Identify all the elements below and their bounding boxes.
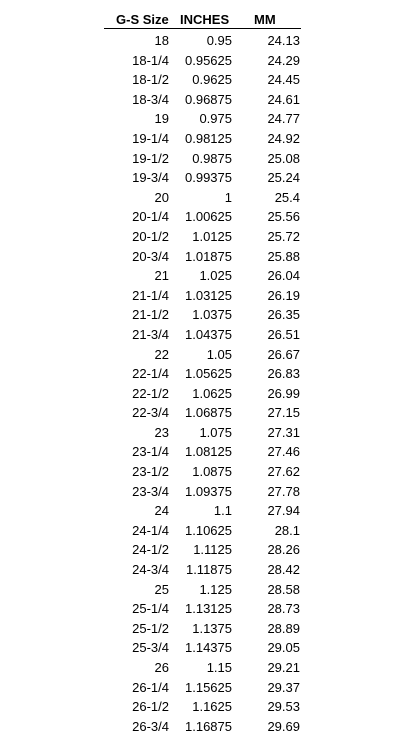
table-row [0, 31, 405, 51]
inches-cell: 1.1375 [192, 620, 232, 636]
header-divider [104, 28, 301, 29]
gs-size-cell: 25 [154, 581, 169, 597]
mm-cell: 26.99 [267, 385, 300, 401]
gs-size-cell: 25-1/4 [132, 601, 169, 617]
table-row [0, 305, 405, 325]
gs-size-cell: 24 [154, 503, 169, 519]
inches-cell: 1.10625 [185, 522, 232, 538]
gs-size-cell: 23-1/2 [132, 464, 169, 480]
table-row [0, 678, 405, 698]
table-row [0, 266, 405, 286]
gs-size-cell: 19-1/4 [132, 130, 169, 146]
gs-size-cell: 26-1/4 [132, 679, 169, 695]
inches-cell: 1.0875 [192, 464, 232, 480]
table-row [0, 207, 405, 227]
inches-cell: 0.96875 [185, 91, 232, 107]
gs-size-cell: 24-1/4 [132, 522, 169, 538]
inches-cell: 1.05 [206, 346, 232, 362]
gs-size-cell: 26-1/2 [132, 699, 169, 715]
table-row [0, 247, 405, 267]
gs-size-cell: 24-3/4 [132, 562, 169, 578]
inches-column-header: INCHES [180, 12, 230, 27]
mm-cell: 27.62 [267, 464, 300, 480]
mm-cell: 26.67 [267, 346, 300, 362]
gs-size-cell: 20-1/4 [132, 209, 169, 225]
mm-cell: 27.94 [267, 503, 300, 519]
table-row [0, 188, 405, 208]
inches-cell: 1.16875 [185, 718, 232, 734]
inches-cell: 0.99375 [185, 170, 232, 186]
table-row [0, 129, 405, 149]
mm-cell: 28.89 [267, 620, 300, 636]
mm-cell: 27.31 [267, 424, 300, 440]
mm-cell: 25.88 [267, 248, 300, 264]
gs-size-cell: 26 [154, 660, 169, 675]
table-row [0, 364, 405, 384]
gs-size-cell: 23 [154, 424, 169, 440]
mm-cell: 28.26 [267, 542, 300, 558]
inches-cell: 1.09375 [185, 483, 232, 499]
inches-cell: 1.15625 [185, 679, 232, 695]
table-row [0, 442, 405, 462]
gs-size-cell: 18-3/4 [132, 91, 169, 107]
inches-cell: 1.15 [206, 660, 232, 675]
gs-size-cell: 22 [154, 346, 169, 362]
table-row [0, 560, 405, 580]
table-row [0, 540, 405, 560]
gs-size-cell: 25-1/2 [132, 620, 169, 636]
inches-cell: 1.1125 [193, 542, 232, 558]
table-row [0, 51, 405, 71]
inches-cell: 1.00625 [185, 209, 232, 225]
table-row [0, 501, 405, 521]
mm-cell: 28.73 [267, 601, 300, 617]
gs-size-cell: 18 [154, 33, 169, 48]
table-row [0, 149, 405, 169]
gs-size-cell: 20-3/4 [132, 248, 169, 264]
gs-size-cell: 19 [154, 111, 169, 127]
inches-cell: 0.975 [199, 111, 232, 127]
mm-cell: 27.78 [267, 483, 300, 499]
inches-cell: 1.025 [199, 268, 232, 284]
mm-cell: 29.69 [267, 718, 300, 734]
mm-cell: 29.05 [267, 640, 300, 656]
gs-size-cell: 26-3/4 [132, 718, 169, 734]
inches-cell: 1.13125 [185, 601, 232, 617]
mm-cell: 25.4 [274, 189, 300, 205]
inches-cell: 1.1 [213, 503, 232, 519]
mm-cell: 28.1 [274, 522, 300, 538]
table-row [0, 717, 405, 737]
inches-cell: 1.06875 [185, 405, 232, 421]
gs-size-cell: 23-3/4 [132, 483, 169, 499]
gs-size-cell: 22-1/2 [132, 385, 169, 401]
gs-size-column-header: G-S Size [116, 12, 169, 27]
mm-cell: 26.51 [267, 326, 300, 342]
inches-cell: 1.05625 [185, 366, 232, 382]
mm-cell: 24.92 [267, 130, 300, 146]
inches-cell: 1.01875 [185, 248, 232, 264]
inches-cell: 1.11875 [185, 562, 232, 578]
table-row [0, 90, 405, 110]
gs-size-cell: 20-1/2 [132, 228, 169, 244]
gs-size-cell: 21 [154, 268, 169, 284]
inches-cell: 0.9625 [192, 72, 232, 88]
inches-cell: 0.95 [206, 33, 232, 48]
mm-cell: 29.21 [267, 660, 300, 675]
mm-cell: 26.83 [267, 366, 300, 382]
mm-cell: 25.08 [267, 150, 300, 166]
gs-size-cell: 19-3/4 [132, 170, 169, 186]
table-row [0, 403, 405, 423]
gs-size-cell: 22-1/4 [132, 366, 169, 382]
mm-cell: 27.15 [267, 405, 300, 421]
table-row [0, 384, 405, 404]
inches-cell: 0.98125 [185, 130, 232, 146]
mm-cell: 24.29 [267, 52, 300, 68]
inches-cell: 0.9875 [192, 150, 232, 166]
mm-cell: 28.42 [267, 562, 300, 578]
gs-size-cell: 22-3/4 [132, 405, 169, 421]
inches-cell: 1.14375 [185, 640, 232, 656]
table-row [0, 423, 405, 443]
inches-cell: 1 [224, 189, 232, 205]
table-row [0, 619, 405, 639]
table-row [0, 109, 405, 129]
gs-size-cell: 18-1/2 [132, 72, 169, 88]
mm-cell: 29.37 [267, 679, 300, 695]
table-row [0, 638, 405, 658]
mm-cell: 24.45 [267, 72, 300, 88]
gs-size-cell: 21-1/2 [132, 307, 169, 323]
mm-cell: 27.46 [267, 444, 300, 460]
gs-size-cell: 19-1/2 [132, 150, 169, 166]
inches-cell: 1.1625 [192, 699, 232, 715]
table-row [0, 462, 405, 482]
gs-size-cell: 18-1/4 [132, 52, 169, 68]
mm-cell: 28.58 [267, 581, 300, 597]
table-row [0, 521, 405, 541]
inches-cell: 1.125 [199, 581, 232, 597]
inches-cell: 1.0625 [192, 385, 232, 401]
table-row [0, 599, 405, 619]
table-body [0, 31, 405, 736]
table-row [0, 168, 405, 188]
gs-size-cell: 25-3/4 [132, 640, 169, 656]
gs-size-cell: 20 [154, 189, 169, 205]
inches-cell: 1.08125 [185, 444, 232, 460]
inches-cell: 1.04375 [185, 326, 232, 342]
mm-cell: 25.56 [267, 209, 300, 225]
inches-cell: 1.03125 [185, 287, 232, 303]
mm-cell: 26.35 [267, 307, 300, 323]
table-header-row [0, 10, 405, 30]
mm-cell: 25.24 [267, 170, 300, 186]
table-row [0, 697, 405, 717]
table-row [0, 345, 405, 365]
table-row [0, 227, 405, 247]
inches-cell: 1.0375 [192, 307, 232, 323]
mm-cell: 25.72 [267, 228, 300, 244]
gs-size-cell: 21-1/4 [132, 287, 169, 303]
gs-size-cell: 24-1/2 [132, 542, 169, 558]
mm-column-header: MM [254, 12, 276, 27]
inches-cell: 1.075 [199, 424, 232, 440]
gs-size-cell: 21-3/4 [132, 326, 169, 342]
table-row [0, 580, 405, 600]
mm-cell: 24.77 [267, 111, 300, 127]
inches-cell: 1.0125 [192, 228, 232, 244]
table-row [0, 482, 405, 502]
table-row [0, 325, 405, 345]
table-row [0, 658, 405, 678]
table-row [0, 70, 405, 90]
gs-size-cell: 23-1/4 [132, 444, 169, 460]
mm-cell: 26.19 [267, 287, 300, 303]
mm-cell: 29.53 [267, 699, 300, 715]
table-row [0, 286, 405, 306]
mm-cell: 26.04 [267, 268, 300, 284]
mm-cell: 24.61 [267, 91, 300, 107]
mm-cell: 24.13 [267, 33, 300, 48]
inches-cell: 0.95625 [185, 52, 232, 68]
